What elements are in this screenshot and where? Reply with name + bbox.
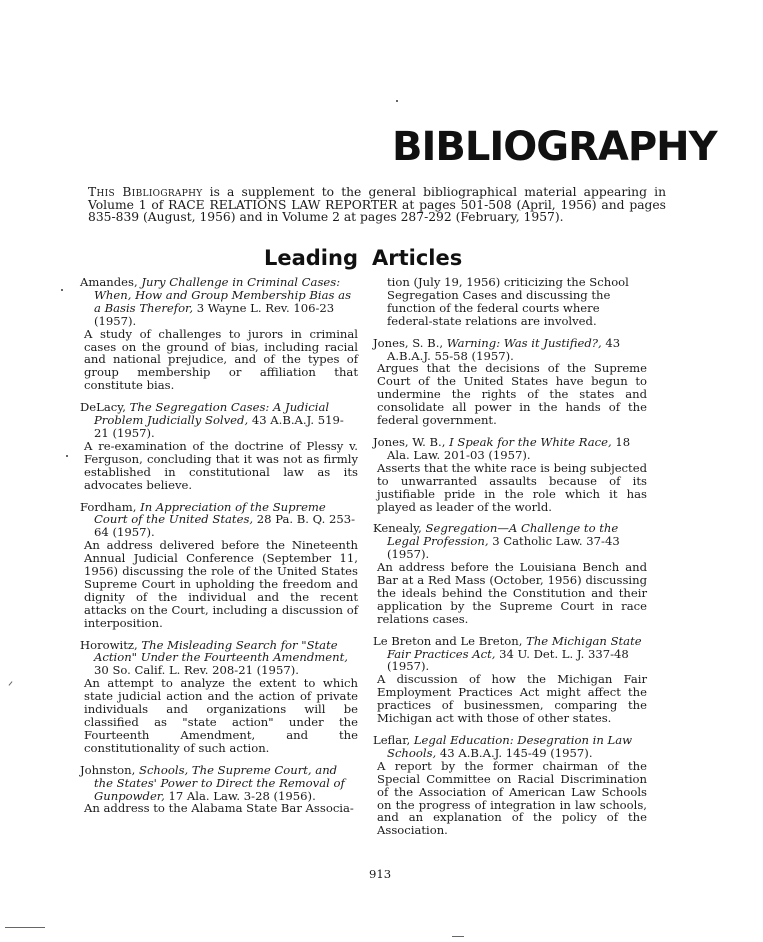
entry-annotation: An address to the Alabama State Bar Associa-	[84, 801, 354, 816]
entry-title: Segregation—A Challenge to the Legal Profession,	[387, 521, 619, 549]
section-heading-word2: Articles	[372, 246, 463, 270]
right-column	[373, 276, 647, 846]
entry-annotation: A report by the former chairman of the Special Committee on Racial Discrimination of the Association of American Law Schools on the progress of integration in law schools, and an explanation of the policy of the Association.	[377, 758, 647, 838]
entry-annotation: A re-examination of the doctrine of Plessy v. Ferguson, concluding that it was not as firmly established in constitutional law as its advocates believe.	[84, 438, 358, 492]
entry-annotation: A study of challenges to jurors in criminal cases on the ground of bias, including racial and national prejudice, and of the types of group membership or affiliation that constitute bias.	[84, 326, 358, 393]
section-heading-word1: Leading	[263, 246, 358, 270]
entry-author: Le Breton and Le Breton,	[373, 633, 523, 648]
entry-annotation: An attempt to analyze the extent to which state judicial action and the action of private individuals and organizations will be classified as "state action" under the Fourteenth Amendment, and the constitutionality of such action.	[84, 676, 358, 755]
entry-title: I Speak for the White Race,	[449, 434, 612, 449]
entry-source: 30 So. Calif. L. Rev. 208-21 (1957).	[94, 663, 299, 678]
entry-source: 28 Pa. B. Q. 253-64 (1957).	[94, 512, 356, 540]
intro-lead: This Bibliography	[88, 185, 203, 199]
bibliography-entry	[80, 401, 358, 491]
entry-annotation: Asserts that the white race is being subjected to unwarranted assaults because of its justifiable pride in the role which it has played as leader of the world.	[377, 460, 647, 514]
entry-source: 3 Wayne L. Rev. 106-23 (1957).	[94, 300, 335, 328]
entry-source: 17 Ala. Law. 3-28 (1956).	[168, 788, 316, 803]
entry-title: The Michigan State Fair Practices Act,	[387, 633, 642, 661]
left-column	[80, 276, 358, 824]
bibliography-entry	[80, 764, 358, 816]
bibliography-entry	[80, 501, 358, 630]
bibliography-entry	[373, 635, 647, 725]
entry-title: Schools, The Supreme Court, and the States' Power to Direct the Removal of Gunpowder,	[94, 762, 345, 803]
entry-author: Amandes,	[80, 275, 138, 289]
entry-title: The Misleading Search for "State Action" Under the Fourteenth Amendment,	[94, 637, 348, 665]
entry-source: 18 Ala. Law. 201-03 (1957).	[387, 434, 631, 462]
entry-author: Jones, W. B.,	[373, 434, 446, 449]
entry-annotation: An address delivered before the Nineteenth Annual Judicial Conference (September 11, 1956) discussing the role of the United States Supreme Court in upholding the freedom and dignity of the individual and the recent attacks on the Court, including a discussion of interposition.	[84, 538, 358, 630]
bibliography-entry	[373, 522, 647, 625]
entry-author: Johnston,	[80, 762, 136, 777]
citation	[373, 436, 647, 462]
scan-speck	[452, 936, 464, 937]
entry-author: Kenealy,	[373, 521, 422, 536]
entry-author: Jones, S. B.,	[373, 335, 444, 350]
citation	[80, 639, 358, 678]
citation	[373, 337, 647, 363]
bibliography-entry	[373, 337, 647, 427]
scan-speck	[66, 455, 68, 457]
entry-annotation: A discussion of how the Michigan Fair Employment Practices Act might affect the practices of businessmen, comparing the Michigan act with those of other states.	[377, 672, 647, 726]
entry-source: 43 A.B.A.J. 145-49 (1957).	[439, 745, 593, 760]
entry-annotation: Argues that the decisions of the Supreme Court of the United States have begun to undermine the rights of the states and consolidate all power in the hands of the federal government.	[377, 361, 647, 428]
entry-annotation: An address before the Louisiana Bench and Bar at a Red Mass (October, 1956) discussing the ideals behind the Constitution and their application by the Supreme Court in race relations cases.	[377, 560, 647, 626]
entry-author: Leflar,	[373, 733, 411, 747]
entry-source: 3 Catholic Law. 37-43 (1957).	[387, 534, 620, 562]
citation	[80, 276, 358, 328]
intro-paragraph	[88, 186, 666, 224]
scan-speck	[9, 681, 13, 685]
entry-author: Horowitz,	[80, 637, 138, 652]
entry-source: 43 A.B.A.J. 55-58 (1957).	[387, 335, 621, 363]
entry-author: Fordham,	[80, 499, 137, 514]
page-title: BIBLIOGRAPHY	[392, 124, 717, 170]
continued-annotation: tion (July 19, 1956) criticizing the School Segregation Cases and discussing the function of the federal courts where federal-state relations are involved.	[387, 275, 629, 328]
intro-text: is a supplement to the general bibliographical material appearing in Volume 1 of RACE RELATIONS LAW REPORTER at pages 501-508 (April, 1956) and pages 835-839 (August, 1956) and in Volume 2 at pages 287-292 (February, 1957).	[88, 185, 666, 225]
entry-title: In Appreciation of the Supreme Court of the United States,	[94, 499, 326, 527]
bibliography-entry	[80, 639, 358, 755]
page-number: 913	[369, 867, 392, 881]
bibliography-entry	[80, 276, 358, 392]
scan-speck	[396, 100, 398, 102]
entry-source: 43 A.B.A.J. 519-21 (1957).	[94, 413, 344, 440]
citation	[373, 635, 647, 674]
entry-title: Jury Challenge in Criminal Cases: When, How and Group Membership Bias as a Basis Therefor,	[94, 275, 352, 315]
citation	[373, 734, 647, 760]
entry-author: DeLacy,	[80, 400, 126, 415]
scan-speck	[61, 289, 63, 291]
entry-title: Warning: Was it Justified?,	[446, 335, 602, 350]
bibliography-entry	[373, 734, 647, 837]
entry-title: The Segregation Cases: A Judicial Problem Judicially Solved,	[94, 400, 330, 428]
bibliography-entry	[373, 436, 647, 513]
entry-title: Legal Education: Desegration in Law Schools,	[387, 733, 633, 760]
citation	[80, 501, 358, 540]
citation	[80, 764, 358, 803]
citation	[80, 401, 358, 440]
scan-speck	[5, 927, 45, 928]
entry-source: 34 U. Det. L. J. 337-48 (1957).	[387, 646, 629, 674]
citation	[373, 522, 647, 561]
